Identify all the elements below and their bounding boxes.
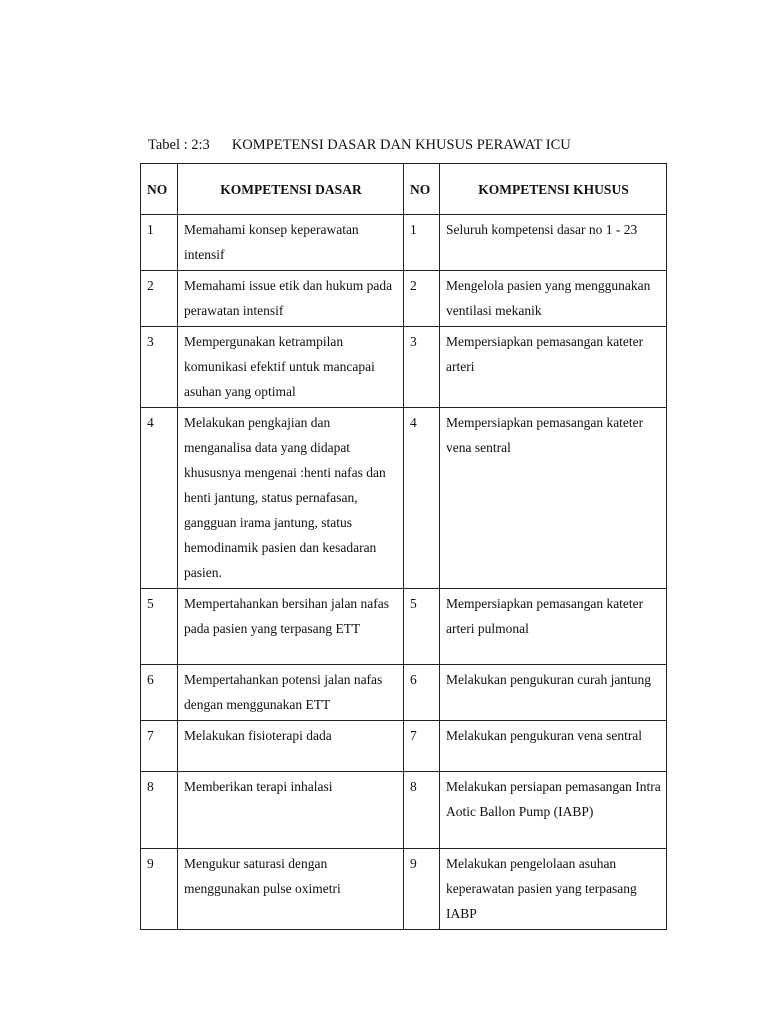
cell-no-dasar: 8 <box>141 772 178 849</box>
cell-kompetensi-dasar: Mempergunakan ketrampilan komunikasi efektif untuk mancapai asuhan yang optimal <box>178 327 404 408</box>
cell-no-dasar: 7 <box>141 721 178 772</box>
cell-no-khusus: 3 <box>404 327 440 408</box>
table-row <box>141 849 667 930</box>
cell-no-khusus: 6 <box>404 665 440 721</box>
cell-no-khusus: 1 <box>404 215 440 271</box>
cell-kompetensi-khusus: Melakukan pengelolaan asuhan keperawatan pasien yang terpasang IABP <box>440 849 667 930</box>
table-row <box>141 589 667 665</box>
table-row <box>141 408 667 589</box>
table-title: KOMPETENSI DASAR DAN KHUSUS PERAWAT ICU <box>231 137 571 153</box>
table-row <box>141 327 667 408</box>
cell-kompetensi-dasar: Memahami konsep keperawatan intensif <box>178 215 404 271</box>
cell-no-khusus: 2 <box>404 271 440 327</box>
cell-kompetensi-khusus: Melakukan pengukuran curah jantung <box>440 665 667 721</box>
table-label: Tabel : 2:3 <box>148 137 210 153</box>
header-kompetensi-khusus: KOMPETENSI KHUSUS <box>440 164 667 215</box>
cell-no-dasar: 1 <box>141 215 178 271</box>
cell-no-khusus: 4 <box>404 408 440 589</box>
cell-kompetensi-khusus: Mempersiapkan pemasangan kateter arteri <box>440 327 667 408</box>
cell-kompetensi-khusus: Seluruh kompetensi dasar no 1 - 23 <box>440 215 667 271</box>
header-kompetensi-dasar: KOMPETENSI DASAR <box>178 164 404 215</box>
cell-no-khusus: 8 <box>404 772 440 849</box>
cell-no-dasar: 2 <box>141 271 178 327</box>
cell-kompetensi-dasar: Memberikan terapi inhalasi <box>178 772 404 849</box>
cell-no-khusus: 7 <box>404 721 440 772</box>
header-no-dasar: NO <box>141 164 178 215</box>
cell-kompetensi-khusus: Mempersiapkan pemasangan kateter vena sentral <box>440 408 667 589</box>
header-no-khusus: NO <box>404 164 440 215</box>
cell-no-dasar: 3 <box>141 327 178 408</box>
cell-kompetensi-dasar: Memahami issue etik dan hukum pada perawatan intensif <box>178 271 404 327</box>
cell-kompetensi-khusus: Melakukan pengukuran vena sentral <box>440 721 667 772</box>
cell-kompetensi-dasar: Mengukur saturasi dengan menggunakan pulse oximetri <box>178 849 404 930</box>
table-row <box>141 772 667 849</box>
cell-no-dasar: 9 <box>141 849 178 930</box>
table-row <box>141 665 667 721</box>
cell-no-khusus: 9 <box>404 849 440 930</box>
cell-kompetensi-dasar: Melakukan pengkajian dan menganalisa data yang didapat khususnya mengenai :henti nafas dan henti jantung, status pernafasan, gangguan irama jantung, status hemodinamik pasien dan kesadaran pasien. <box>178 408 404 589</box>
cell-kompetensi-dasar: Melakukan fisioterapi dada <box>178 721 404 772</box>
table-caption <box>148 137 571 154</box>
cell-kompetensi-dasar: Mempertahankan potensi jalan nafas dengan menggunakan ETT <box>178 665 404 721</box>
table-row <box>141 271 667 327</box>
cell-no-khusus: 5 <box>404 589 440 665</box>
table-row <box>141 721 667 772</box>
cell-no-dasar: 5 <box>141 589 178 665</box>
cell-no-dasar: 6 <box>141 665 178 721</box>
table-row <box>141 215 667 271</box>
cell-kompetensi-dasar: Mempertahankan bersihan jalan nafas pada pasien yang terpasang ETT <box>178 589 404 665</box>
competency-table <box>140 163 667 930</box>
cell-no-dasar: 4 <box>141 408 178 589</box>
table-header-row <box>141 164 667 215</box>
cell-kompetensi-khusus: Mengelola pasien yang menggunakan ventilasi mekanik <box>440 271 667 327</box>
cell-kompetensi-khusus: Melakukan persiapan pemasangan Intra Aotic Ballon Pump (IABP) <box>440 772 667 849</box>
cell-kompetensi-khusus: Mempersiapkan pemasangan kateter arteri pulmonal <box>440 589 667 665</box>
